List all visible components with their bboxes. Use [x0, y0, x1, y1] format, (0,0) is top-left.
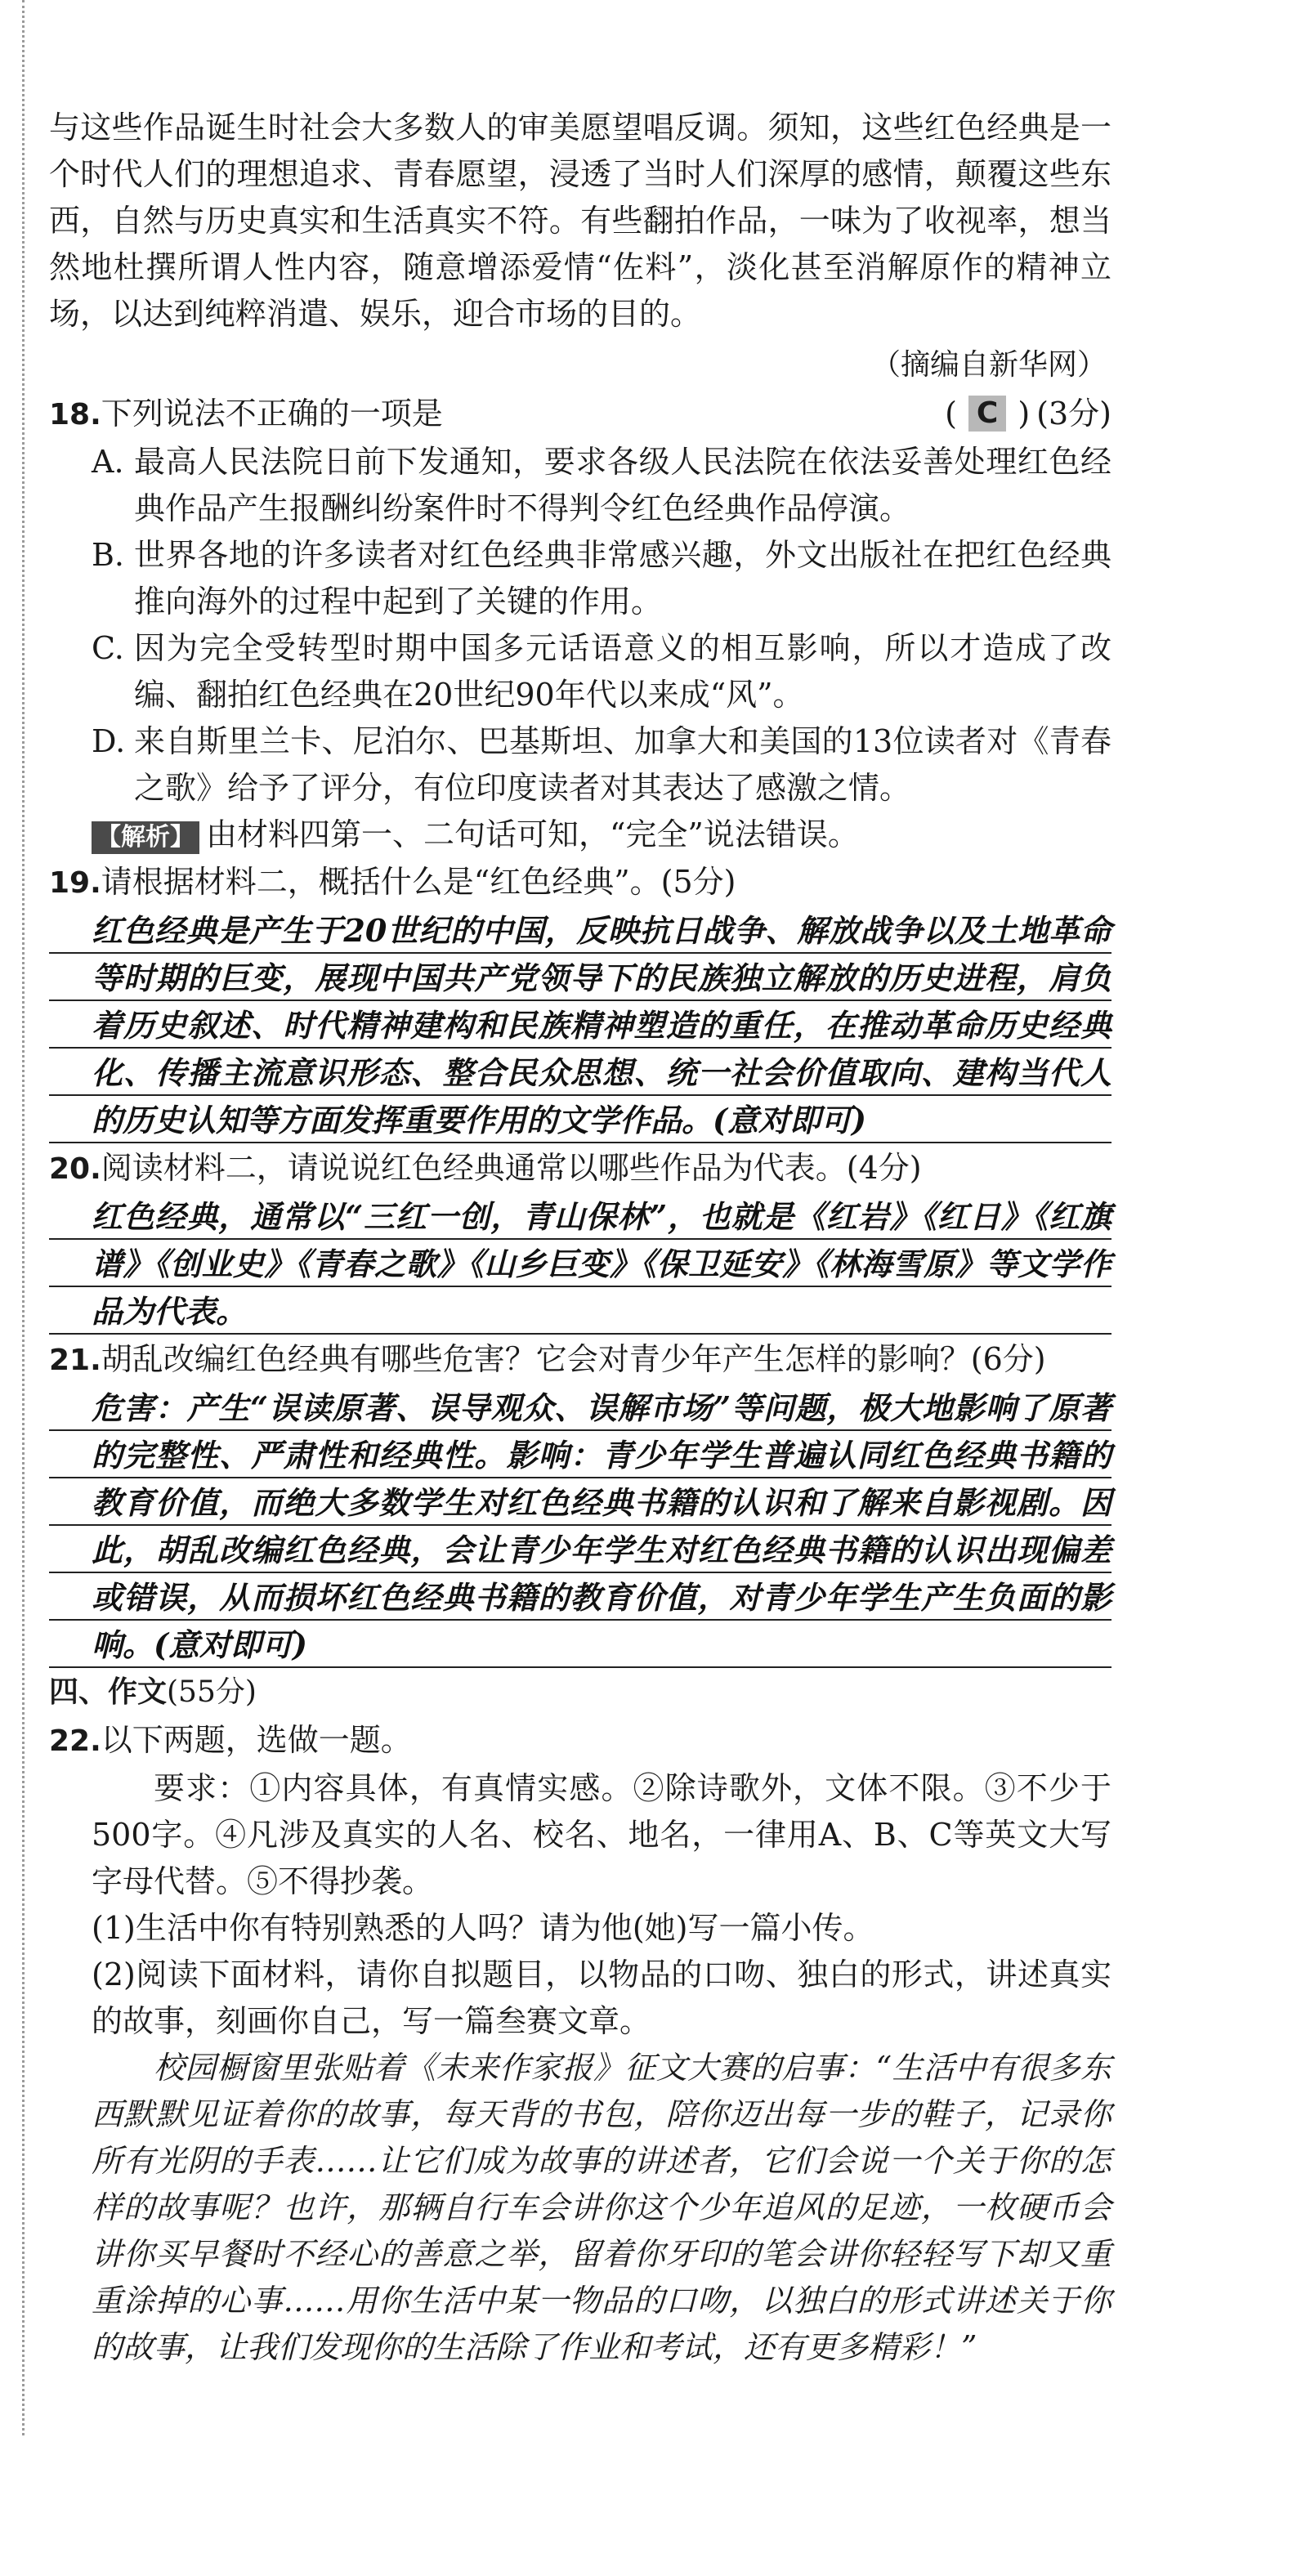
question-18 [49, 390, 1111, 439]
option-d [49, 718, 1111, 812]
answer-choice: C [968, 396, 1006, 432]
question-19 [49, 858, 1111, 907]
question-number: 19. [49, 866, 101, 900]
question-number: 18. [49, 398, 101, 432]
analysis-text: 由材料四第一、二句话可知，“完全”说法错误。 [206, 816, 859, 852]
section-title: 四、作文 [49, 1675, 168, 1709]
question-text: 胡乱改编红色经典有哪些危害？它会对青少年产生怎样的影响？(6分) [101, 1341, 1046, 1377]
question-20 [49, 1144, 1111, 1193]
analysis-tag: 【解析】 [92, 821, 199, 854]
question-number: 22. [49, 1724, 101, 1758]
handwritten-answer-21: 危害：产生“误读原著、误导观众、误解市场”等问题，极大地影响了原著的完整性、严肃性和经典性。影响：青少年学生普遍认同红色经典书籍的教育价值，而绝大多数学生对红色经典书籍的认识和了解来自影视剧。因此，胡乱改编红色经典，会让青少年学生对红色经典书籍的认识出现偏差或错误，从而损坏红色经典书籍的教育价值，对青少年学生产生负面的影响。(意对即可) [49, 1384, 1111, 1669]
bracket-close: ) [1018, 396, 1031, 432]
option-text: 最高人民法院日前下发通知，要求各级人民法院在依法妥善处理红色经典作品产生报酬纠纷案件时不得判令红色经典作品停演。 [134, 444, 1111, 526]
option-label: B. [92, 537, 125, 573]
handwritten-answer-20: 红色经典，通常以“三红一创，青山保林”，也就是《红岩》《红日》《红旗谱》《创业史》《青春之歌》《山乡巨变》《保卫延安》《林海雪原》等文学作品为代表。 [49, 1193, 1111, 1335]
essay-material: 校园橱窗里张贴着《未来作家报》征文大赛的启事：“生活中有很多东西默默见证着你的故事，每天背的书包，陪你迈出每一步的鞋子，记录你所有光阴的手表……让它们成为故事的讲述者，它们会说一个关于你的怎样的故事呢？也许，那辆自行车会讲你这个少年追风的足迹，一枚硬币会讲你买早餐时不经心的善意之举，留着你牙印的笔会讲你轻轻写下却又重重涂掉的心事……用你生活中某一物品的口吻，以独白的形式讲述关于你的故事，让我们发现你的生活除了作业和考试，还有更多精彩！” [92, 2050, 1111, 2365]
analysis-row [49, 812, 1111, 858]
question-text: 下列说法不正确的一项是 [101, 396, 443, 432]
question-21 [49, 1335, 1111, 1384]
option-label: D. [92, 723, 126, 759]
essay-requirements: 要求：①内容具体，有真情实感。②除诗歌外，文体不限。③不少于500字。④凡涉及真实的人名、校名、地名，一律用A、B、C等英文大写字母代替。⑤不得抄袭。 [92, 1770, 1111, 1899]
question-22 [49, 1716, 1111, 1765]
section-points: (55分) [167, 1675, 257, 1709]
essay-prompt-1: (1)生活中你有特别熟悉的人吗？请为他(她)写一篇小传。 [92, 1910, 874, 1946]
handwritten-answer-19: 红色经典是产生于20世纪的中国，反映抗日战争、解放战争以及土地革命等时期的巨变，展现中国共产党领导下的民族独立解放的历史进程，肩负着历史叙述、时代精神建构和民族精神塑造的重任，在推动革命历史经典化、传播主流意识形态、整合民众思想、统一社会价值取向、建构当代人的历史认知等方面发挥重要作用的文学作品。(意对即可) [49, 907, 1111, 1144]
option-text: 因为完全受转型时期中国多元话语意义的相互影响，所以才造成了改编、翻拍红色经典在20世纪90年代以来成“风”。 [134, 630, 1111, 713]
passage-end: 与这些作品诞生时社会大多数人的审美愿望唱反调。须知，这些红色经典是一个时代人们的理想追求、青春愿望，浸透了当时人们深厚的感情，颠覆这些东西，自然与历史真实和生活真实不符。有些翻拍作品，一味为了收视率，想当然地杜撰所谓人性内容，随意增添爱情“佐料”，淡化甚至消解原作的精神立场，以达到纯粹消遣、娱乐，迎合市场的目的。 [49, 110, 1111, 332]
answer-bracket [945, 390, 1030, 437]
option-a [49, 439, 1111, 532]
binding-margin-line [22, 0, 25, 2435]
question-points: (3分) [1036, 396, 1111, 432]
option-c [49, 625, 1111, 718]
option-text: 世界各地的许多读者对红色经典非常感兴趣，外文出版社在把红色经典推向海外的过程中起到了关键的作用。 [134, 537, 1111, 619]
question-text: 以下两题，选做一题。 [101, 1722, 412, 1758]
question-text: 请根据材料二，概括什么是“红色经典”。(5分) [101, 864, 736, 900]
option-label: C. [92, 630, 124, 666]
section-heading [49, 1669, 1111, 1716]
question-number: 21. [49, 1344, 101, 1377]
essay-prompt-2: (2)阅读下面材料，请你自拟题目，以物品的口吻、独白的形式，讲述真实的故事，刻画你自己，写一篇叁赛文章。 [92, 1957, 1111, 2039]
question-number: 20. [49, 1152, 101, 1186]
option-text: 来自斯里兰卡、尼泊尔、巴基斯坦、加拿大和美国的13位读者对《青春之歌》给予了评分，有位印度读者对其表达了感激之情。 [134, 723, 1111, 806]
bracket-open: ( [945, 396, 957, 432]
question-text: 阅读材料二，请说说红色经典通常以哪些作品为代表。(4分) [101, 1150, 922, 1186]
page-content [49, 105, 1111, 2371]
option-label: A. [92, 444, 124, 480]
source-citation: （摘编自新华网） [870, 348, 1107, 382]
option-b [49, 532, 1111, 625]
